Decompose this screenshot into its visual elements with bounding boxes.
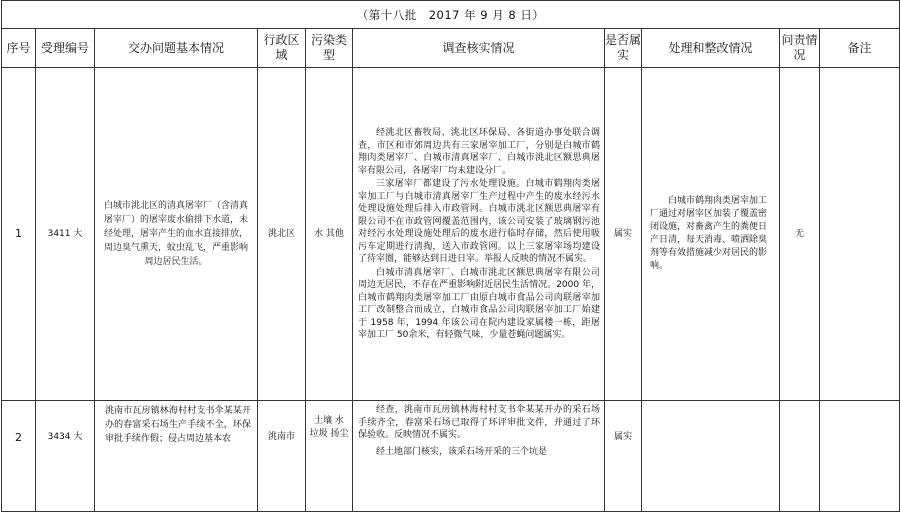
row-verification <box>353 401 605 512</box>
header-region: 行政区域 <box>258 29 306 68</box>
header-issue: 交办问题基本情况 <box>95 29 258 68</box>
supervision-table <box>1 0 900 512</box>
verification-paragraph: 经洮北区畜牧局、洮北区环保局、各街道办事处联合调查，市区和市郊周边共有三家屠宰加工厂，分别是白城市鹤翔肉类屠宰厂、白城市清真屠宰厂、白城市洮北区额思典屠宰有限公司，各屠宰厂均未建设分厂。 <box>358 128 600 176</box>
verification-paragraph: 经土地部门核实，该采石场开采的三个坑是 <box>376 446 548 457</box>
header-is-true: 是否属实 <box>605 29 642 68</box>
header-seq: 序号 <box>2 29 36 68</box>
row-seq: 2 <box>2 401 36 512</box>
table-row <box>2 401 900 512</box>
row-is-true: 属实 <box>605 68 642 401</box>
row-remarks <box>820 401 900 512</box>
verification-paragraph: 经查，洮南市瓦房镇林海村村支书伞某某开办的采石场手续齐全，春富采石场已取得了环评审批文件，并通过了环保验收。反映情况不属实。 <box>358 405 600 440</box>
header-accountability: 问责情况 <box>780 29 820 68</box>
row-accountability <box>780 401 820 512</box>
row-handling <box>642 68 780 401</box>
header-case-no: 受理编号 <box>36 29 95 68</box>
header-row <box>2 29 900 68</box>
row-case-no: 3434 大 <box>36 401 95 512</box>
row-region: 洮南市 <box>258 401 306 512</box>
verification-paragraph: 白城市清真屠宰厂、白城市洮北区额思典屠宰有限公司周边无居民，不存在严重影响附近居民生活情况。2000 年，白城市鹤翔肉类屠宰加工厂由原白城市食品公司肉联屠宰加工厂改制整合而成立，白城市食品公司肉联屠宰加工厂始建于 1958 年，1994 年该公司在院内建设家属楼一栋，距屠宰加工厂 50余米，有轻微气味，少量苍蝇问题属实。 <box>358 267 600 341</box>
row-case-no: 3411 大 <box>36 68 95 401</box>
row-region: 洮北区 <box>258 68 306 401</box>
header-handling: 处理和整改情况 <box>642 29 780 68</box>
row-is-true: 属实 <box>605 401 642 512</box>
table-title: （第十八批 2017 年 9 月 8 日） <box>2 1 900 29</box>
row-pollution: 水 其他 <box>306 68 353 401</box>
table-row <box>2 68 900 401</box>
row-handling <box>642 401 780 512</box>
handling-text: 白城市鹤翔肉类屠宰加工厂通过对屠宰区加装了覆盖密闭设施，对畜禽产生的粪便日产日清，每天消毒、喷洒除臭剂等有效措施减少对居民的影响。 <box>650 196 768 271</box>
header-remarks: 备注 <box>820 29 900 68</box>
header-pollution: 污染类型 <box>306 29 353 68</box>
row-issue: 白城市洮北区的清真屠宰厂（含清真屠宰厂）的屠宰废水偷排下水道，未经处理，屠宰产生的血水直接排放，周边臭气熏天，蚊虫乱飞，严重影响周边居民生活。 <box>95 68 258 401</box>
row-pollution: 土壤 水 垃圾 扬尘 <box>306 401 353 512</box>
row-issue: 洮南市瓦房镇林海村村支书伞某某开办的春富采石场生产手续不全，环保审批手续作假；侵占周边基本农 <box>95 401 258 512</box>
row-verification <box>353 68 605 401</box>
row-remarks <box>820 68 900 401</box>
header-verification: 调查核实情况 <box>353 29 605 68</box>
row-accountability: 无 <box>780 68 820 401</box>
row-seq: 1 <box>2 68 36 401</box>
verification-paragraph: 三家屠宰厂都建设了污水处理设施。白城市鹤翔肉类屠宰加工厂与白城市清真屠宰厂生产过程中产生的废水经污水处理设施处理后排入市政管网。白城市洮北区额思典屠宰有限公司不在市政管网覆盖范围内，该公司安装了玻璃钢污池对经污水处理设施处理后的废水进行临时存储，然后使用吸污车定期进行清掏，送入市政管网。以上三家屠宰场均建设了待宰圈，能够达到日进日宰。举报人反映的情况不属实。 <box>358 179 600 265</box>
